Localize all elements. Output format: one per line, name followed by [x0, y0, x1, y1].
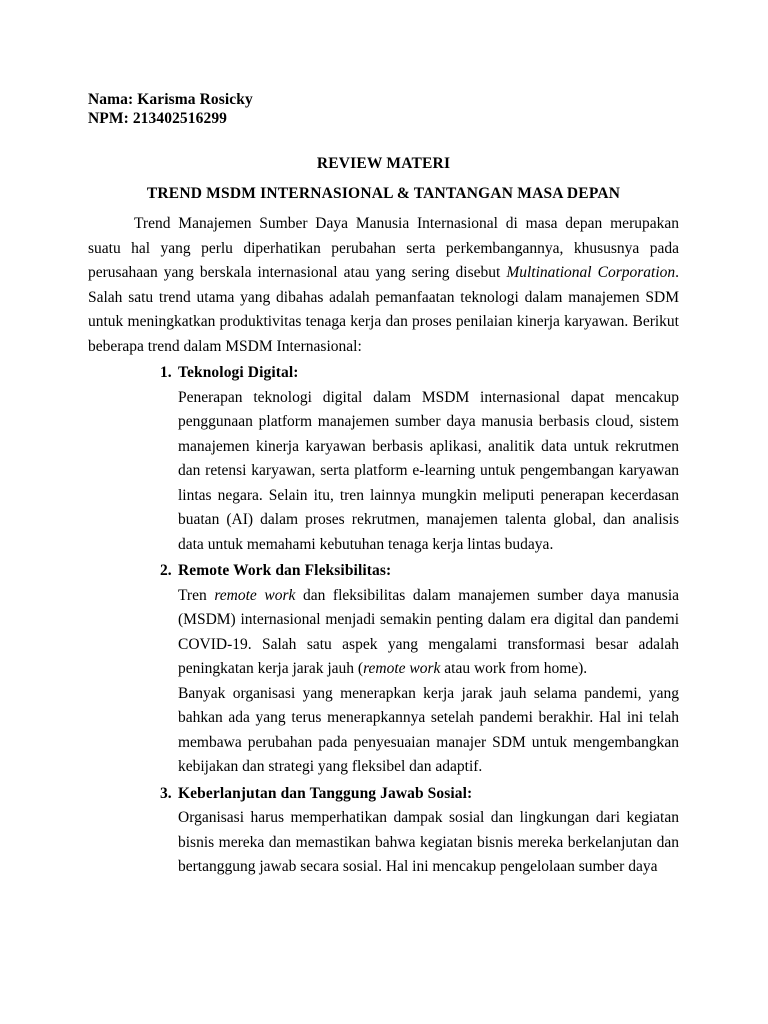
- list-item-number: 3.: [160, 784, 172, 802]
- list-item-number: 1.: [160, 364, 172, 381]
- identity-block: [88, 90, 679, 128]
- list-item: [88, 361, 679, 557]
- list-item-heading: Remote Work dan Fleksibilitas:: [178, 562, 392, 579]
- paragraph-part3: atau work from home).: [440, 660, 588, 677]
- list-item-number: 2.: [160, 562, 172, 579]
- student-npm: NPM: 213402516299: [88, 110, 228, 127]
- list-item: [88, 559, 679, 780]
- intro-text-part2: . Salah satu trend utama yang dibahas adalah pemanfaatan teknologi dalam manajemen SDM untuk meningkatkan produktivitas tenaga kerja dan proses penilaian kinerja karyawan. Berikut beberapa trend dalam MSDM Internasional:: [88, 264, 680, 355]
- intro-italic-term: Multinational Corporation: [506, 264, 676, 281]
- document-content: [88, 90, 679, 880]
- paragraph-part1: Tren: [178, 586, 215, 604]
- intro-text-part1: Trend Manajemen Sumber Daya Manusia Internasional di masa depan merupakan suatu hal yang perlu diperhatikan perubahan serta perkembangannya, khususnya pada perusahaan yang berskala internasional atau yang sering disebut: [88, 215, 679, 281]
- page-title: REVIEW MATERI: [316, 155, 451, 172]
- page-subtitle: TREND MSDM INTERNASIONAL & TANTANGAN MASA DEPAN: [146, 184, 621, 202]
- list-item-paragraph: [178, 584, 679, 682]
- italic-term-remote-work: remote work: [214, 586, 296, 604]
- italic-term-remote-work-2: remote work: [363, 660, 441, 677]
- list-item-heading: Keberlanjutan dan Tanggung Jawab Sosial:: [178, 784, 473, 802]
- intro-paragraph: [88, 212, 679, 359]
- list-item-paragraph: Banyak organisasi yang menerapkan kerja jarak jauh selama pandemi, yang bahkan ada yang terus menerapkannya setelah pandemi berakhir. Hal ini telah membawa perubahan pada penyesuaian manajer SDM untuk mengembangkan kebijakan dan strategi yang fleksibel dan adaptif.: [178, 684, 679, 775]
- list-item-heading: Teknologi Digital:: [178, 364, 299, 381]
- paragraph-part2: dan fleksibilitas dalam manajemen sumber daya manusia (MSDM) internasional menjadi semakin penting dalam era digital dan pandemi COVID-19. Salah satu aspek yang mengalami transformasi besar adalah peningkatan kerja jarak jauh (: [178, 586, 680, 677]
- list-item-paragraph: Organisasi harus memperhatikan dampak sosial dan lingkungan dari kegiatan bisnis mereka dan memastikan bahwa kegiatan bisnis mereka berkelanjutan dan bertanggung jawab secara sosial. Hal ini mencakup pengelolaan sumber daya: [178, 809, 679, 875]
- trend-list: [88, 361, 679, 880]
- student-name: Nama: Karisma Rosicky: [88, 91, 253, 108]
- title-block: [88, 152, 679, 206]
- list-item-paragraph: Penerapan teknologi digital dalam MSDM internasional dapat mencakup penggunaan platform manajemen sumber daya manusia berbasis cloud, sistem manajemen kinerja karyawan berbasis aplikasi, analitik data untuk rekrutmen dan retensi karyawan, serta platform e-learning untuk pengembangan karyawan lintas negara. Selain itu, tren lainnya mungkin meliputi penerapan kecerdasan buatan (AI) dalam proses rekrutmen, manajemen talenta global, dan analisis data untuk memahami kebutuhan tenaga kerja lintas budaya.: [178, 388, 679, 553]
- list-item: [88, 782, 679, 880]
